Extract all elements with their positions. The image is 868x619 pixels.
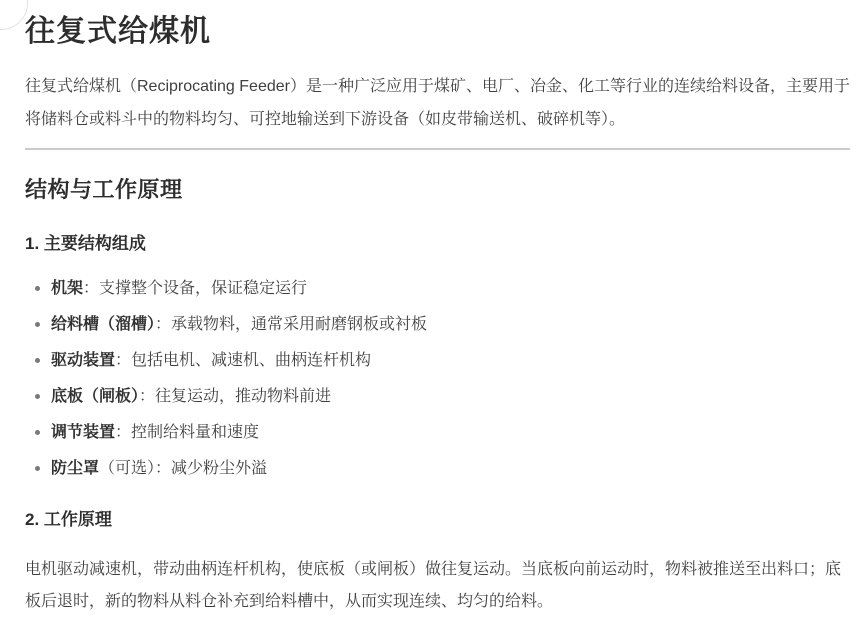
list-item <box>51 422 850 444</box>
list-item-desc: ：包括电机、减速机、曲柄连杆机构 <box>115 352 372 369</box>
list-item-desc: ：往复运动，推动物料前进 <box>139 388 332 405</box>
list-item-term: 给料槽（溜槽） <box>51 316 156 333</box>
subsection-structure-heading: 1. 主要结构组成 <box>25 234 146 253</box>
page-title: 往复式给煤机 <box>25 15 211 48</box>
list-item-term: 调节装置 <box>51 424 116 441</box>
subsection-principle-heading: 2. 工作原理 <box>25 510 112 529</box>
structure-list <box>25 278 850 480</box>
list-item <box>51 314 850 336</box>
list-item-term: 机架 <box>51 280 84 297</box>
principle-paragraph: 电机驱动减速机，带动曲柄连杆机构，使底板（或闸板）做往复运动。当底板向前运动时，物料被推送至出料口；底板后退时，新的物料从料仓补充到给料槽中，从而实现连续、均匀的给料。 <box>25 561 842 610</box>
corner-circle-icon <box>0 0 28 30</box>
list-item-term: 防尘罩 <box>51 460 100 477</box>
list-item <box>51 350 850 372</box>
list-item-desc: （可选）：减少粉尘外溢 <box>99 460 268 477</box>
section-divider <box>25 148 850 150</box>
list-item <box>51 458 850 480</box>
list-item-term: 驱动装置 <box>51 352 116 369</box>
list-item <box>51 278 850 300</box>
intro-paragraph: 往复式给煤机（Reciprocating Feeder）是一种广泛应用于煤矿、电厂、冶金、化工等行业的连续给料设备，主要用于将储料仓或料斗中的物料均匀、可控地输送到下游设备（如皮带输送机、破碎机等）。 <box>25 78 850 128</box>
section-heading: 结构与工作原理 <box>25 177 183 202</box>
list-item-desc: ：承载物料，通常采用耐磨钢板或衬板 <box>155 316 428 333</box>
list-item-desc: ：支撑整个设备，保证稳定运行 <box>83 280 308 297</box>
list-item <box>51 386 850 408</box>
list-item-term: 底板（闸板） <box>51 388 140 405</box>
list-item-desc: ：控制给料量和速度 <box>115 424 260 441</box>
